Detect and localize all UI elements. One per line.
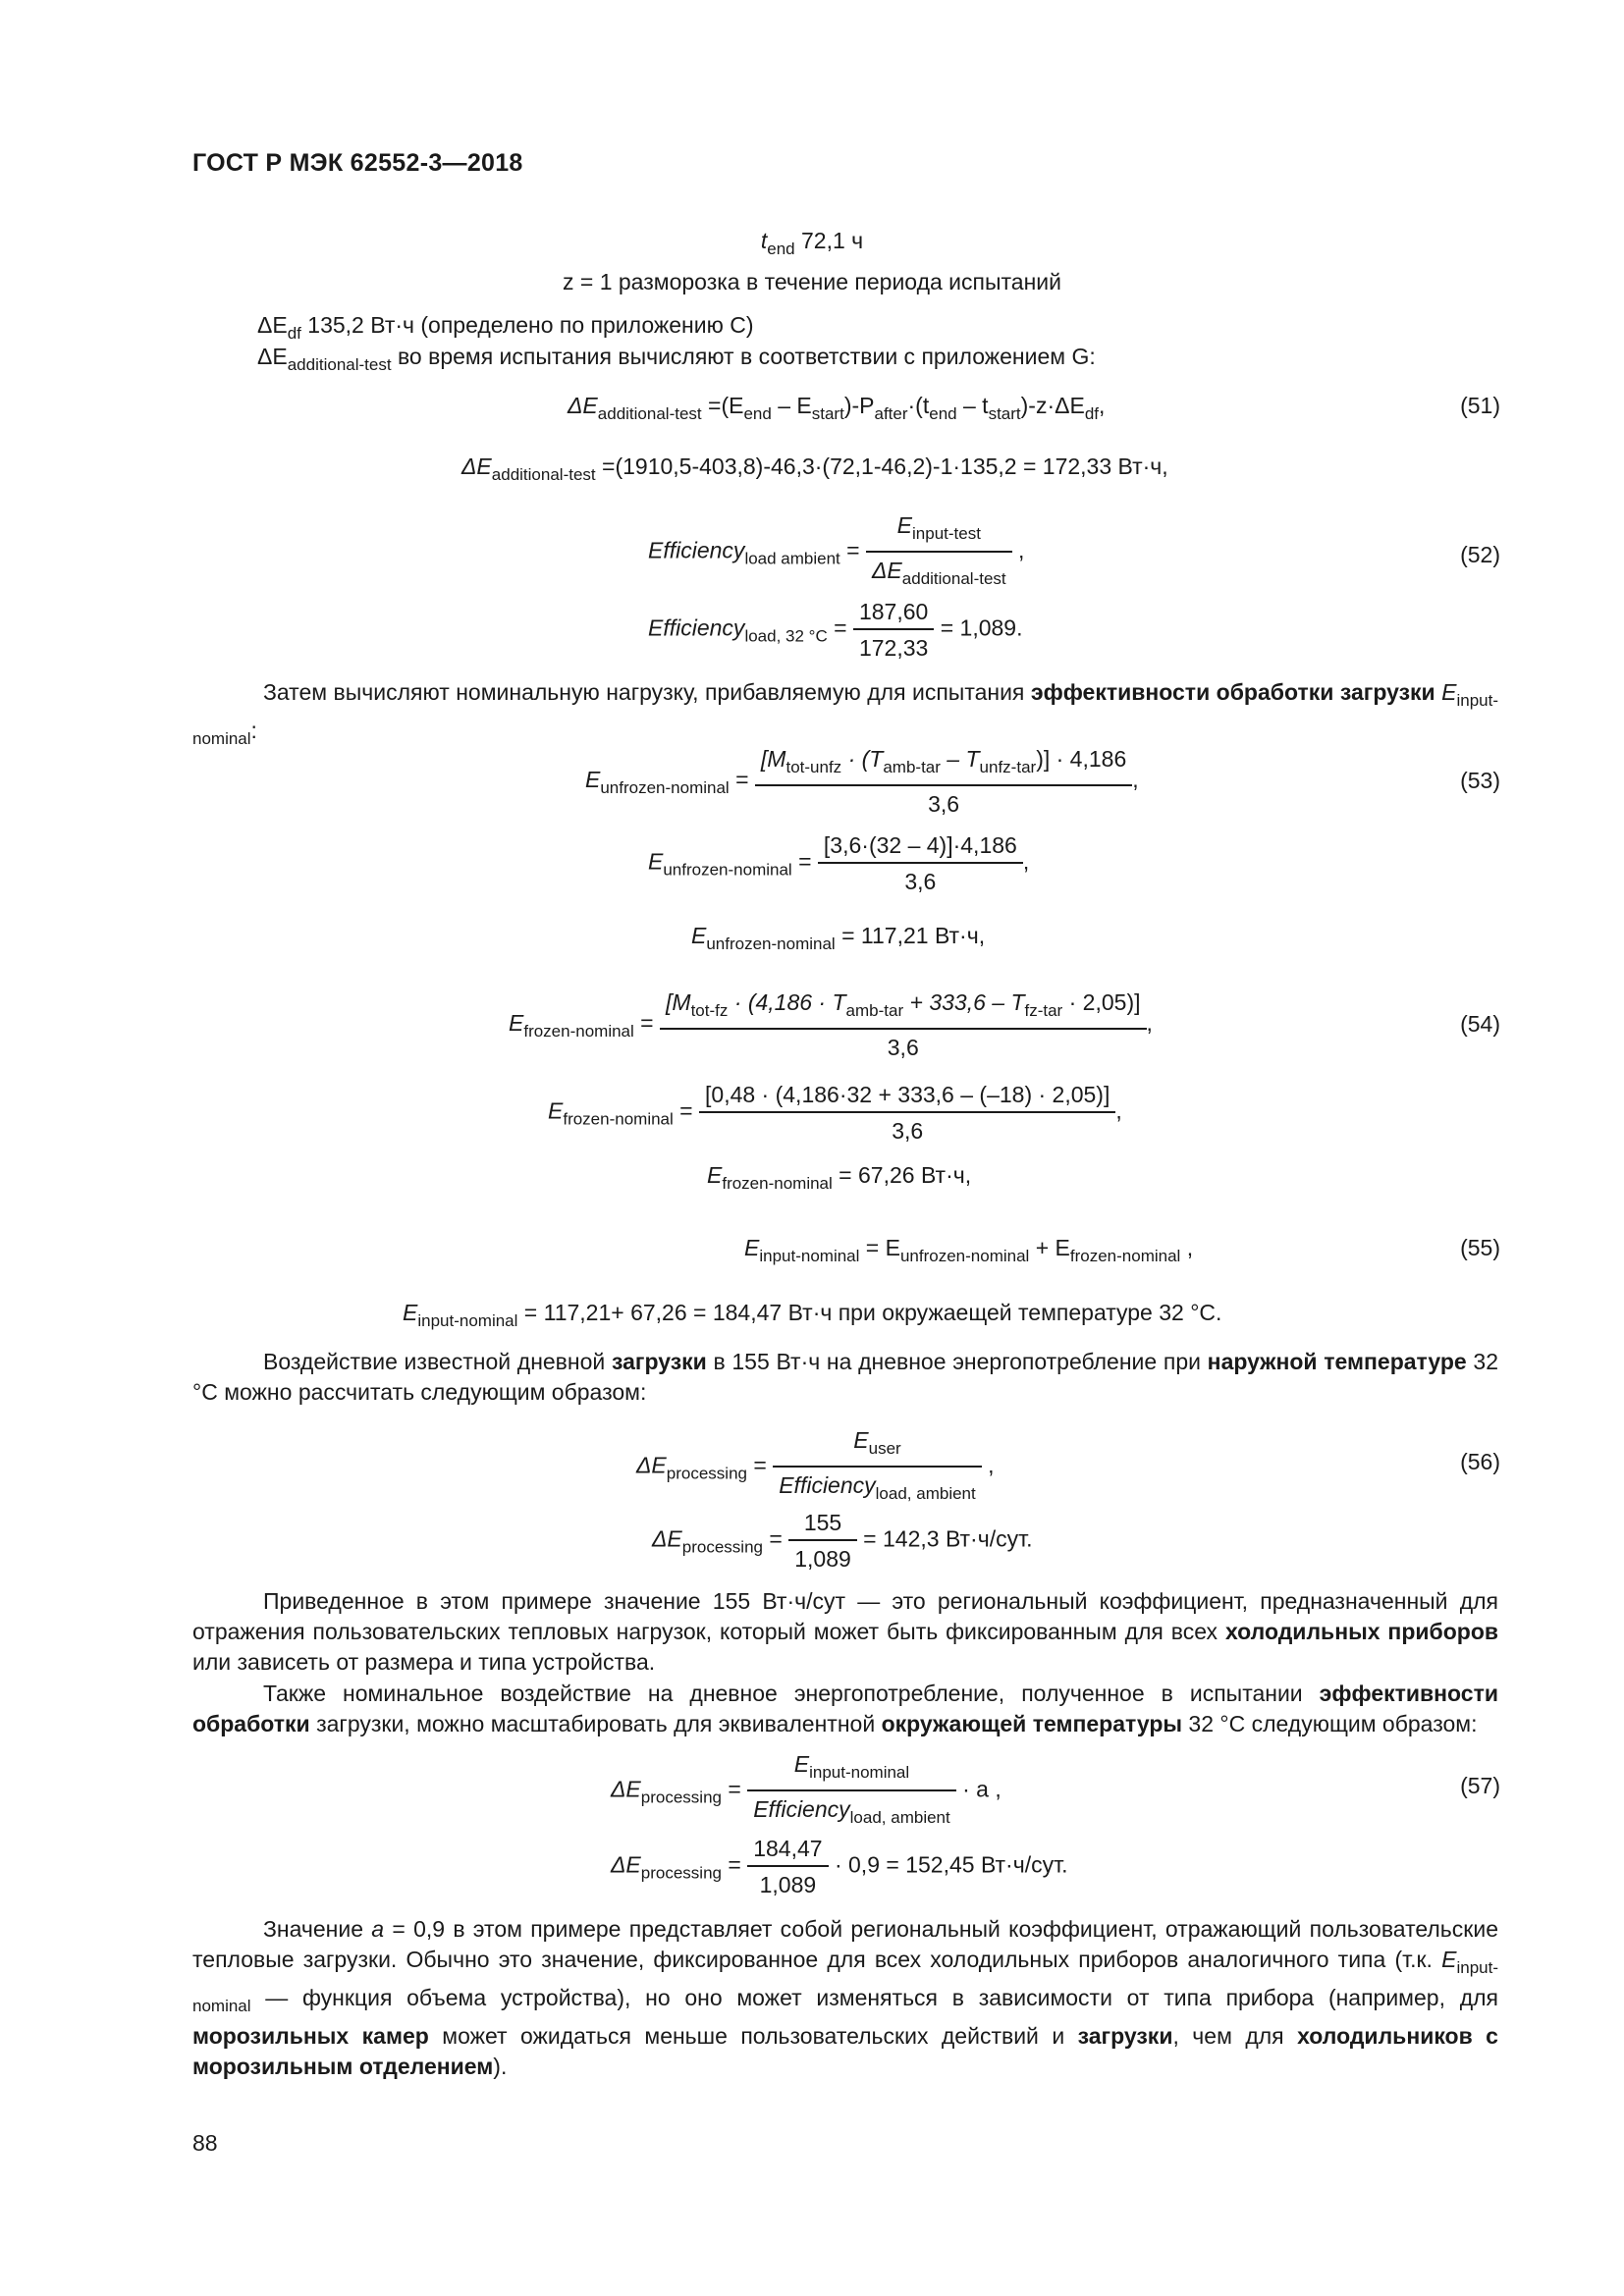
fraction: $\frac{E_{user}}{Efficiency_{load, ambient}}$ [773,1425,982,1509]
equation-51-values: $\Delta E_{additional-test} =(1910,5-403,8)-46,3\cdot(72,1-46,2)-1\cdot 135,2 = 172,33$ Вт·ч, [461,454,1168,484]
standard-header: ГОСТ Р МЭК 62552-3—2018 [192,149,523,177]
fraction: $\frac{E_{input-test}}{\Delta E_{additional-test}}$ [866,510,1012,594]
equation-number-56: (56) [1460,1449,1500,1474]
paragraph-value-a: Значение a = 0,9 в этом примере представляет собой региональный коэффициент, отражающий пользовательские тепловые загрузки. Обычно это значение, фиксированное для всех холодильных приборов аналогичного типа (т.к. $E_{input-nominal}$ — функция объема устройства), но оно может изменяться в зависимости от типа прибора (например, для морозильных камер может ожидаться меньше пользовательских действий и загрузки, чем для холодильников с морозильным отделением). [192,1916,1498,2079]
equation-52: Efficiency$_{load ambient}$ = $\frac{E_{input-test}}{\Delta E_{additional-test}}$ , [648,510,1024,594]
equation-56-values: $\Delta E_{processing}$ = $\frac{155}{1,089}$ = 142,3 Вт·ч/сут. [652,1510,1033,1572]
equation-54-result: $E_{frozen-nominal} = 67,26$ Вт·ч, [707,1162,972,1193]
equation-56: $\Delta E_{processing}$ = $\frac{E_{user}}{Efficiency_{load, ambient}}$ , [636,1425,995,1509]
fraction: $\frac{187,60}{172,33}$ [853,597,934,663]
delta-e-df-line: $\Delta E_{df}$ 135,2 Вт·ч (определено по приложению С) [257,312,754,343]
equation-number-52: (52) [1460,542,1500,567]
equation-55-values: $E_{input-nominal} = 117,21+ 67,26 = 184,47$ Вт·ч при окружаещей температуре 32 °С. [403,1300,1222,1330]
page-number: 88 [192,2130,218,2156]
equation-52-values: Efficiency$_{load, 32 ^\circ C}$ = $\frac{187,60}{172,33}$ = 1,089. [648,599,1023,661]
equation-57: $\Delta E_{processing}$ = $\frac{E_{input-nominal}}{Efficiency_{load, ambient}}$ · a , [611,1749,1001,1833]
delta-e-additional-line: $\Delta E_{additional-test}$ во время испытания вычисляют в соответствии с приложением G: [257,344,1096,374]
equation-53-values: $E_{unfrozen-nominal}$ = $\frac{[3,6\cdot(32 - 4)]\cdot 4,186}{3,6}$ , [648,832,1030,894]
defrost-count-line: z = 1 разморозка в течение периода испытаний [563,269,1061,294]
equation-number-55: (55) [1460,1235,1500,1260]
fraction: $\frac{[M_{tot-fz} \cdot (4,186 \cdot T_{amb-tar} + 333,6 - T_{fz-tar} \cdot 2,05)]}{3,6}$ [660,988,1146,1062]
paragraph-daily-load: Воздействие известной дневной загрузки в 155 Вт·ч на дневное энергопотребление при наружной температуре 32 °С можно рассчитать следующим образом: [192,1349,1498,1405]
equation-number-53: (53) [1460,768,1500,793]
fraction: $\frac{155}{1,089}$ [788,1508,857,1574]
equation-57-values: $\Delta E_{processing}$ = $\frac{184,47}{1,089}$ · 0,9 = 152,45 Вт·ч/сут. [611,1836,1068,1897]
equation-54: $E_{frozen-nominal}$ = $\frac{[M_{tot-fz} \cdot (4,186 \cdot T_{amb-tar} + 333,6 - T_{fz-tar} \cdot 2,05)]}{3,6}$ , [509,989,1153,1060]
equation-54-values: $E_{frozen-nominal}$ = $\frac{[0,48 \cdot (4,186\cdot 32 + 333,6 - (-18) \cdot 2,05)]}{3,6}$ , [548,1082,1122,1144]
equation-51: $\Delta E_{additional-test} =(E_{end} - E_{start})-P_{after}\cdot(t_{end} - t_{start})-z\cdot\Delta E_{df}$, [568,393,1106,423]
equation-number-51: (51) [1460,393,1500,418]
equation-55: $E_{input-nominal} = E_{unfrozen-nominal} + E_{frozen-nominal}$ , [744,1235,1194,1265]
paragraph-scaling: Также номинальное воздействие на дневное энергопотребление, полученное в испытании эффективности обработки загрузки, можно масштабировать для эквивалентной окружающей температуры 32 °С следующим образом: [192,1681,1498,1736]
fraction: $\frac{184,47}{1,089}$ [747,1834,828,1899]
equation-53-result: $E_{unfrozen-nominal} = 117,21$ Вт·ч, [691,923,986,953]
t-end-line: $t_{end}$ 72,1 ч [760,228,864,258]
equation-number-54: (54) [1460,1011,1500,1037]
equation-53: $E_{unfrozen-nominal}$ = $\frac{[M_{tot-unfz} \cdot (T_{amb-tar} - T_{unfz-tar})] \cdot 4,186}{3,6}$ , [585,746,1139,817]
fraction: $\frac{[3,6\cdot(32 - 4)]\cdot 4,186}{3,6}$ [818,830,1023,896]
equation-number-57: (57) [1460,1773,1500,1798]
paragraph-nominal-load: Затем вычисляют номинальную нагрузку, прибавляемую для испытания эффективности обработки загрузки $E_{input-nominal}$: [192,679,1498,748]
fraction: $\frac{[0,48 \cdot (4,186\cdot 32 + 333,6 - (-18) \cdot 2,05)]}{3,6}$ [699,1080,1115,1146]
fraction: $\frac{E_{input-nominal}}{Efficiency_{load, ambient}}$ [747,1749,956,1833]
paragraph-regional-coefficient: Приведенное в этом примере значение 155 Вт·ч/сут — это региональный коэффициент, предназначенный для отражения пользовательских тепловых нагрузок, который может быть фиксированным для всех холодильных приборов или зависеть от размера и типа устройства. [192,1588,1499,1675]
fraction: $\frac{[M_{tot-unfz} \cdot (T_{amb-tar} - T_{unfz-tar})] \cdot 4,186}{3,6}$ [755,744,1132,819]
